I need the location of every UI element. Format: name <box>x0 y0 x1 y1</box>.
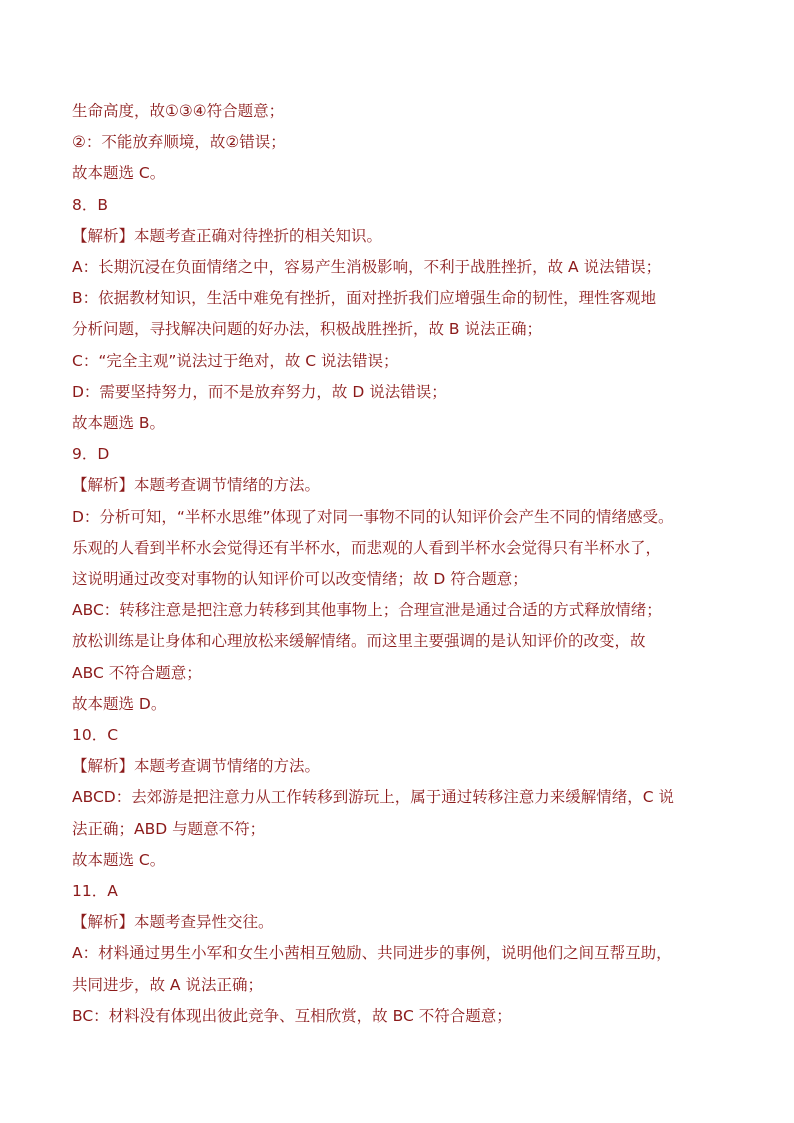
question-number: 8．B <box>72 196 108 214</box>
text-line: A：长期沉浸在负面情绪之中，容易产生消极影响，不利于战胜挫折，故 A 说法错误； <box>72 258 662 276</box>
analysis-heading: 【解析】本题考查正确对待挫折的相关知识。 <box>72 227 383 245</box>
analysis-heading: 【解析】本题考查调节情绪的方法。 <box>72 757 321 775</box>
text-line: ABC：转移注意是把注意力转移到其他事物上；合理宣泄是通过合适的方式释放情绪； <box>72 601 662 619</box>
analysis-heading: 【解析】本题考查调节情绪的方法。 <box>72 476 321 494</box>
question-number: 9．D <box>72 445 110 463</box>
text-line: A：材料通过男生小军和女生小茜相互勉励、共同进步的事例，说明他们之间互帮互助， <box>72 944 672 962</box>
text-line: ②：不能放弃顺境，故②错误； <box>72 133 286 151</box>
text-line: 放松训练是让身体和心理放松来缓解情绪。而这里主要强调的是认知评价的改变，故 <box>72 632 646 650</box>
text-line: 故本题选 D。 <box>72 695 167 713</box>
text-line: D：分析可知，“半杯水思维”体现了对同一事物不同的认知评价会产生不同的情绪感受。 <box>72 508 674 526</box>
text-line: C：“完全主观”说法过于绝对，故 C 说法错误； <box>72 352 399 370</box>
analysis-heading: 【解析】本题考查异性交往。 <box>72 913 274 931</box>
text-line: 这说明通过改变对事物的认知评价可以改变情绪；故 D 符合题意； <box>72 570 528 588</box>
text-line: 法正确；ABD 与题意不符； <box>72 820 266 838</box>
text-line: BC：材料没有体现出彼此竞争、互相欣赏，故 BC 不符合题意； <box>72 1007 512 1025</box>
text-line: 共同进步，故 A 说法正确； <box>72 976 263 994</box>
text-line: D：需要坚持努力，而不是放弃努力，故 D 说法错误； <box>72 383 447 401</box>
text-line: ABCD：去郊游是把注意力从工作转移到游玩上，属于通过转移注意力来缓解情绪，C 说 <box>72 788 674 806</box>
text-line: ABC 不符合题意； <box>72 664 202 682</box>
text-line: 生命高度，故①③④符合题意； <box>72 102 285 120</box>
text-line: 故本题选 C。 <box>72 851 166 869</box>
text-line: B：依据教材知识，生活中难免有挫折，面对挫折我们应增强生命的韧性，理性客观地 <box>72 289 657 307</box>
text-line: 故本题选 B。 <box>72 414 166 432</box>
question-number: 11．A <box>72 882 118 900</box>
text-line: 乐观的人看到半杯水会觉得还有半杯水，而悲观的人看到半杯水会觉得只有半杯水了， <box>72 539 662 557</box>
question-number: 10．C <box>72 726 119 744</box>
text-line: 故本题选 C。 <box>72 164 166 182</box>
text-line: 分析问题，寻找解决问题的好办法，积极战胜挫折，故 B 说法正确； <box>72 320 542 338</box>
